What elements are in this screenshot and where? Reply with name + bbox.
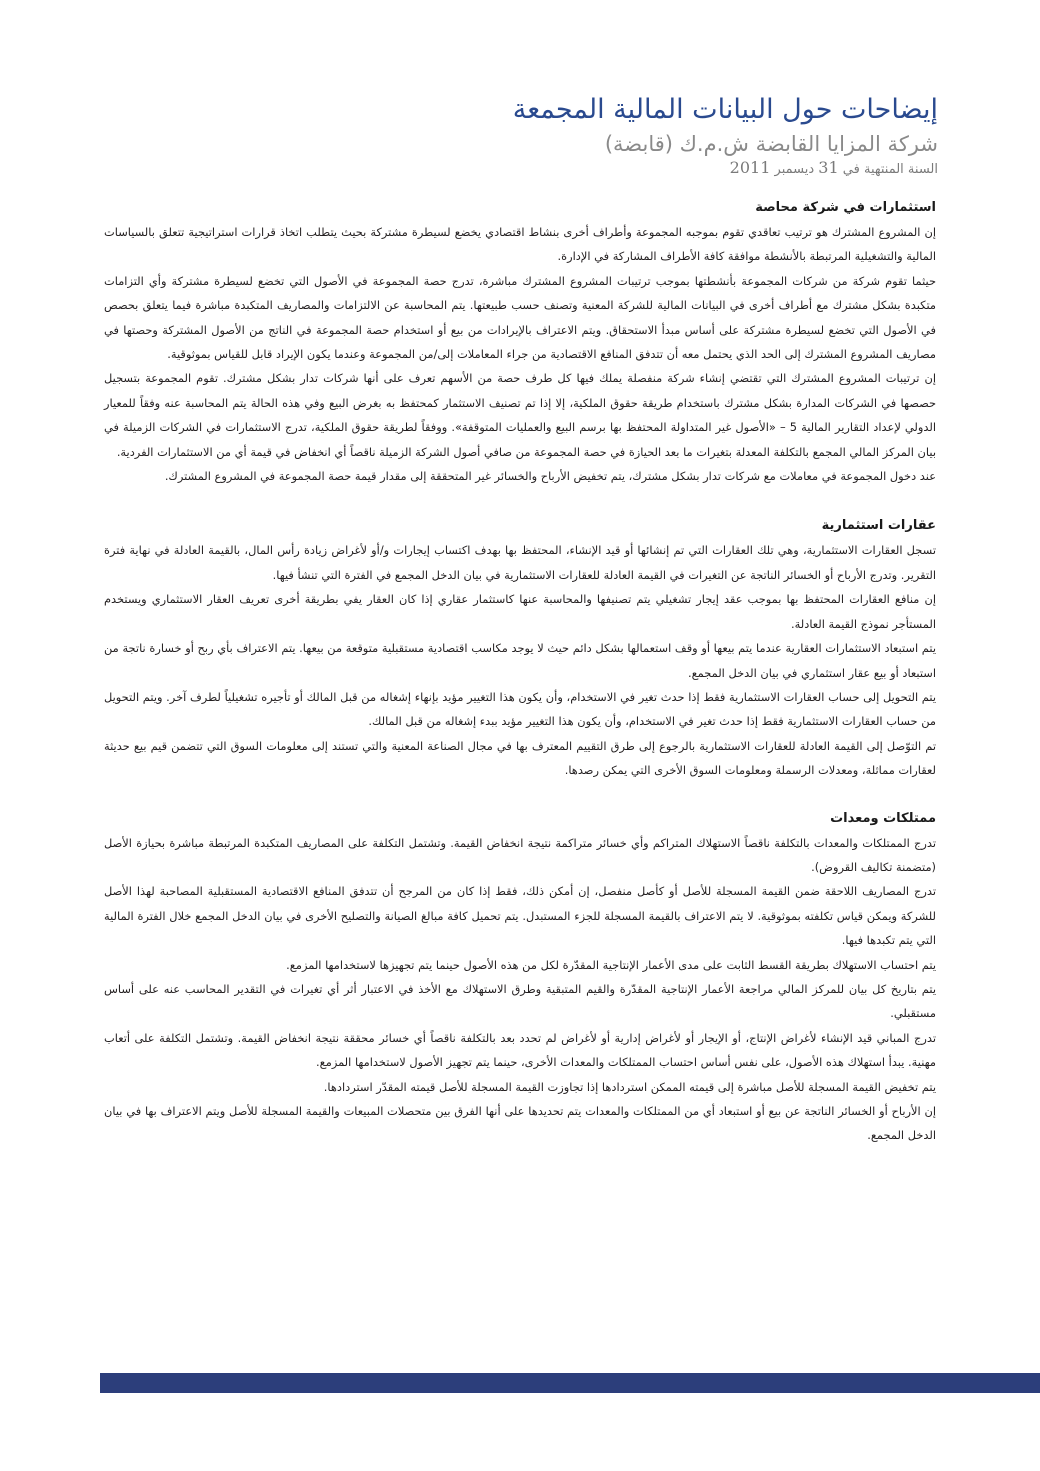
section-investment-properties [104, 514, 936, 782]
section-property-equipment [104, 807, 936, 1148]
section-joint-ventures [104, 196, 936, 488]
paragraph: يتم بتاريخ كل بيان للمركز المالي مراجعة الأعمار الإنتاجية المقدّرة والقيم المتبقية وطرق الاستهلاك مع الأخذ في الاعتبار أثر أي تغيرات في التقدير المحاسب عنه على أساس مستقبلي. [104, 981, 936, 1021]
paragraph: إن ترتيبات المشروع المشترك التي تقتضي إنشاء شركة منفصلة يملك فيها كل طرف حصة من الأسهم تعرف على أنها شركات تدار بشكل مشترك. تقوم المجموعة بتسجيل حصصها في الشركات المدارة بشكل مشترك باستخدام طريقة حقوق الملكية، إلا إذا تم تصنيف الاستثمار كمحتفظ به بغرض البيع وفي هذه الحالة يتم المحاسبة عنه وفقاً للمعيار الدولي لإعداد التقارير المالية 5 – «الأصول غير المتداولة المحتفظ بها برسم البيع والعمليات المتوقفة». ووفقاً لطريقة حقوق الملكية، تدرج الاستثمارات في الشركات الزميلة في بيان المركز المالي المجمع بالتكلفة المعدلة بتغيرات ما بعد الحيازة في حصة المجموعة من صافي أصول الشركة الزميلة ناقصاً أي انخفاض في قيمة أي من الاستثمارات الفردية. [104, 371, 937, 459]
paragraph: حيثما تقوم شركة من شركات المجموعة بأنشطتها بموجب ترتيبات المشروع المشترك مباشرة، تدرج حصة المجموعة في الأصول التي تخضع لسيطرة مشتركة وأي التزامات متكبدة بشكل مشترك مع أطراف أخرى في البيانات المالية للشركة المعنية وتصنف حسب طبيعتها. يتم المحاسبة عن الالتزامات والمصاريف المتكبدة مباشرة فيما يتعلق بحصص في الأصول التي تخضع لسيطرة مشتركة على أساس مبدأ الاستحقاق. ويتم الاعتراف بالإيرادات من بيع أو استخدام حصة المجموعة في الناتج من الأصول المشتركة وحصتها في مصاريف المشروع المشترك إلى الحد الذي يحتمل معه أن تتدفق المنافع الاقتصادية من جراء المعاملات إلى/من المجموعة وعندما يكون الإيراد قابل للقياس بموثوقية. [104, 273, 936, 362]
paragraph: إن المشروع المشترك هو ترتيب تعاقدي تقوم بموجبه المجموعة وأطراف أخرى بنشاط اقتصادي يخضع لسيطرة مشتركة بحيث يتطلب اتخاذ قرارات استراتيجية تتعلق بالسياسات المالية والتشغيلية المرتبطة بالأنشطة موافقة كافة الأطراف المشاركة في الإدارة. [104, 225, 936, 264]
page-title: إيضاحات حول البيانات المالية المجمعة [512, 94, 938, 125]
paragraph: تم التوّصل إلى القيمة العادلة للعقارات الاستثمارية بالرجوع إلى طرق التقييم المعترف بها في مجال الصناعة المعنية والتي تستند إلى معلومات السوق التي تتضمن قيم بيع حديثة لعقارات مماثلة، ومعدلات الرسملة ومعلومات السوق الأخرى التي يمكن رصدها. [104, 738, 936, 778]
paragraph: إن منافع العقارات المحتفظ بها بموجب عقد إيجار تشغيلي يتم تصنيفها والمحاسبة عنها كاستثمار عقاري إذا كان العقار يفي بطريقة أخرى تعريف العقار الاستثماري ويستخدم المستأجر نموذج القيمة العادلة. [104, 592, 936, 631]
paragraph: تدرج المباني قيد الإنشاء لأغراض الإنتاج، أو الإيجار أو لأغراض إدارية أو لأغراض لم تحدد بعد بالتكلفة ناقصاً أي خسائر محققة نتيجة انخفاض القيمة. وتشتمل التكلفة على أتعاب مهنية. يبدأ استهلاك هذه الأصول، على نفس أساس احتساب الممتلكات والمعدات الأخرى، حينما يتم تجهيز الأصول لاستخدامها المزمع. [104, 1030, 936, 1070]
section-heading: عقارات استثمارية [821, 518, 936, 534]
paragraph: يتم استبعاد الاستثمارات العقارية عندما يتم بيعها أو وقف استعمالها بشكل دائم حيث لا يوجد مكاسب اقتصادية مستقبلية متوقعة من بيعها. يتم الاعتراف بأي ربح أو خسارة ناتجة من استبعاد أو بيع عقار استثماري في بيان الدخل المجمع. [104, 641, 936, 680]
company-name: شركة المزايا القابضة ش.م.ك (قابضة) [604, 132, 938, 156]
section-heading: استثمارات في شركة محاصة [755, 200, 936, 215]
page-header [102, 92, 938, 180]
period-month: ديسمبر [774, 162, 815, 177]
period-year: 2011 [729, 158, 771, 177]
paragraph: يتم احتساب الاستهلاك بطريقة القسط الثابت على مدى الأعمار الإنتاجية المقدّرة لكل من هذه الأصول حينما يتم تجهيزها لاستخدامها المزمع. [286, 957, 936, 972]
paragraph: تسجل العقارات الاستثمارية، وهي تلك العقارات التي تم إنشائها أو قيد الإنشاء، المحتفظ بها بهدف اكتساب إيجارات و/أو لأغراض زيادة رأس المال، بالقيمة العادلة في نهاية فترة التقرير. وتدرج الأرباح أو الخسائر الناتجة عن التغيرات في القيمة العادلة للعقارات الاستثمارية في بيان الدخل المجمع في الفترة التي تنشأ فيها. [104, 543, 936, 582]
paragraph: يتم تخفيض القيمة المسجلة للأصل مباشرة إلى قيمته الممكن استردادها إذا تجاوزت القيمة المسجلة للأصل قيمته المقدّر استردادها. [323, 1079, 936, 1094]
reporting-period [102, 158, 938, 180]
notes-body [104, 196, 936, 1172]
period-day: 31 [818, 158, 839, 177]
paragraph: تدرج الممتلكات والمعدات بالتكلفة ناقصاً الاستهلاك المتراكم وأي خسائر متراكمة نتيجة انخفاض القيمة. وتشتمل التكلفة على المصاريف المتكبدة المرتبطة مباشرة بحيازة الأصل (متضمنة تكاليف القروض). [104, 835, 936, 874]
paragraph: يتم التحويل إلى حساب العقارات الاستثمارية فقط إذا حدث تغير في الاستخدام، وأن يكون هذا التغيير مؤيد بإنهاء إشغاله من قبل المالك أو تأجيره تشغيلياً لطرف آخر. ويتم التحويل من حساب العقارات الاستثمارية فقط إذا حدث تغير في الاستخدام، وأن يكون هذا التغيير مؤيد ببدء إشغاله من قبل المالك. [104, 689, 936, 729]
period-prefix: السنة المنتهية في [842, 162, 938, 177]
section-heading: ممتلكات ومعدات [830, 810, 936, 826]
paragraph: تدرج المصاريف اللاحقة ضمن القيمة المسجلة للأصل أو كأصل منفصل، إن أمكن ذلك، فقط إذا كان من المرجح أن تتدفق المنافع الاقتصادية المستقبلية المصاحبة لهذا الأصل للشركة ويمكن قياس تكلفته بموثوقية. لا يتم الاعتراف بالقيمة المسجلة للجزء المستبدل. يتم تحميل كافة مبالغ الصيانة والتصليح الأخرى في بيان الدخل المجمع خلال الفترة المالية التي يتم تكبدها فيها. [104, 884, 936, 948]
paragraph: عند دخول المجموعة في معاملات مع شركات تدار بشكل مشترك، يتم تخفيض الأرباح والخسائر غير المتحققة إلى مقدار قيمة حصة المجموعة في المشروع المشترك. [164, 469, 936, 484]
footer-bar [100, 1373, 1040, 1393]
paragraph: إن الأرباح أو الخسائر الناتجة عن بيع أو استبعاد أي من الممتلكات والمعدات يتم تحديدها على أنها الفرق بين متحصلات المبيعات والقيمة المسجلة للأصل ويتم الاعتراف بها في بيان الدخل المجمع. [104, 1104, 936, 1143]
